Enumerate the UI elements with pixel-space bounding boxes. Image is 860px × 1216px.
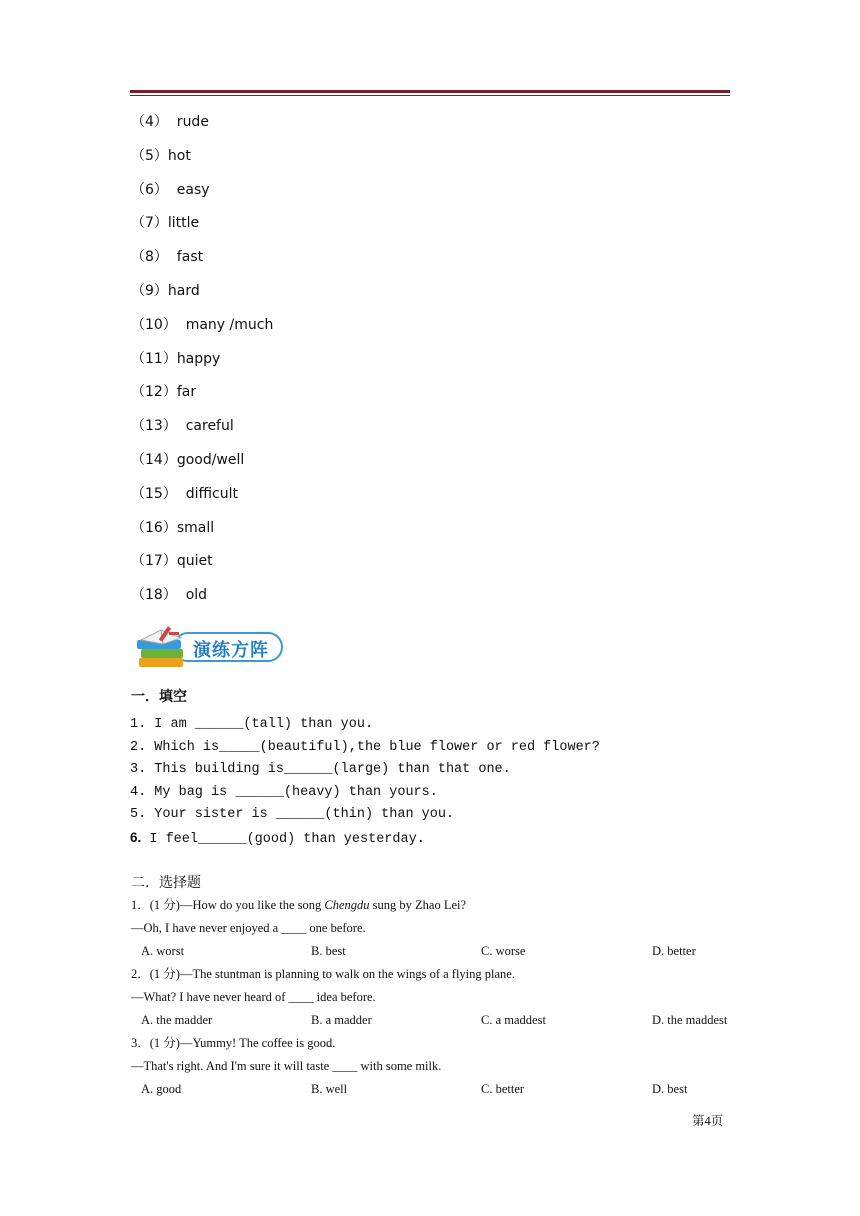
option-d[interactable]: D. best bbox=[652, 1082, 688, 1096]
option-b[interactable]: B. best bbox=[311, 944, 346, 958]
question-text: sung by Zhao Lei? bbox=[369, 898, 467, 912]
list-item: （18） old bbox=[131, 587, 208, 604]
list-item bbox=[130, 737, 750, 760]
list-item: （17）quiet bbox=[131, 553, 213, 570]
item-number: 6. bbox=[130, 829, 142, 845]
list-item: （15） difficult bbox=[131, 485, 238, 502]
word-list bbox=[131, 111, 731, 618]
section2-title: 二．选择题 bbox=[131, 875, 201, 891]
list-item: （14）good/well bbox=[131, 451, 245, 468]
option-c[interactable]: C. worse bbox=[481, 944, 526, 958]
options-row bbox=[131, 1009, 741, 1033]
item-number: 1. bbox=[130, 717, 147, 732]
option-a[interactable]: A. the madder bbox=[141, 1013, 213, 1027]
list-item: （7）little bbox=[131, 215, 200, 232]
option-d[interactable]: D. the maddest bbox=[652, 1013, 728, 1027]
options-row bbox=[131, 1078, 741, 1102]
item-number: 2. bbox=[130, 739, 147, 755]
list-item bbox=[130, 782, 750, 805]
question-reply: —That's right. And I'm sure it will taste ____ with some milk. bbox=[131, 1058, 442, 1073]
song-title: Chengdu bbox=[324, 898, 370, 912]
options-row bbox=[131, 940, 741, 964]
question-text: 3．(1 分)—Yummy! The coffee is good. bbox=[131, 1036, 336, 1050]
list-item: （11）happy bbox=[131, 350, 221, 367]
list-item: （13） careful bbox=[131, 418, 234, 435]
question-text: 1．(1 分)—How do you like the song bbox=[131, 898, 325, 912]
list-item: （16）small bbox=[131, 519, 215, 536]
list-item: （5）hot bbox=[131, 147, 191, 164]
question-stem bbox=[131, 895, 741, 918]
list-item bbox=[130, 804, 750, 827]
header-rule-thick bbox=[130, 90, 730, 93]
header-rule-thin bbox=[130, 95, 730, 96]
question-text: 2．(1 分)—The stuntman is planning to walk on the wings of a flying plane. bbox=[131, 967, 515, 981]
option-c[interactable]: C. better bbox=[481, 1082, 525, 1096]
question-stem bbox=[131, 964, 741, 987]
item-text: I feel______(good) than yesterday. bbox=[141, 831, 425, 847]
list-item bbox=[130, 759, 750, 782]
item-number: 4. bbox=[130, 784, 147, 800]
question-reply: —Oh, I have never enjoyed a ____ one before. bbox=[131, 920, 366, 935]
item-text: Your sister is ______(thin) than you. bbox=[146, 807, 455, 823]
item-text: I am ______(tall) than you. bbox=[146, 717, 374, 732]
option-a[interactable]: A. worst bbox=[141, 944, 185, 958]
page-number: 第4页 bbox=[692, 1114, 724, 1128]
item-number: 3. bbox=[130, 762, 147, 778]
list-item: （10） many /much bbox=[131, 316, 274, 333]
option-a[interactable]: A. good bbox=[141, 1082, 182, 1096]
option-b[interactable]: B. well bbox=[311, 1082, 348, 1096]
item-number: 5. bbox=[130, 807, 147, 823]
list-item: （6） easy bbox=[131, 181, 210, 198]
item-text: My bag is ______(heavy) than yours. bbox=[146, 784, 438, 800]
books-icon bbox=[133, 622, 195, 670]
option-d[interactable]: D. better bbox=[652, 944, 696, 958]
item-text: Which is_____(beautiful),the blue flower or red flower? bbox=[146, 739, 600, 755]
option-c[interactable]: C. a maddest bbox=[481, 1013, 546, 1027]
option-b[interactable]: B. a madder bbox=[311, 1013, 372, 1027]
list-item bbox=[130, 827, 750, 850]
list-item: （9）hard bbox=[131, 282, 200, 299]
question-stem bbox=[131, 1033, 741, 1056]
practice-banner bbox=[133, 622, 293, 670]
section1-title: 一．填空 bbox=[131, 689, 187, 705]
multiple-choice-list bbox=[131, 895, 741, 1102]
question-reply: —What? I have never heard of ____ idea before. bbox=[131, 989, 376, 1004]
banner-title: 演练方阵 bbox=[193, 640, 269, 661]
list-item bbox=[130, 714, 750, 737]
list-item: （8） fast bbox=[131, 249, 204, 266]
list-item: （4） rude bbox=[131, 114, 209, 130]
list-item: （12）far bbox=[131, 384, 197, 401]
item-text: This building is______(large) than that one. bbox=[146, 762, 511, 778]
fill-blank-list bbox=[130, 714, 750, 850]
